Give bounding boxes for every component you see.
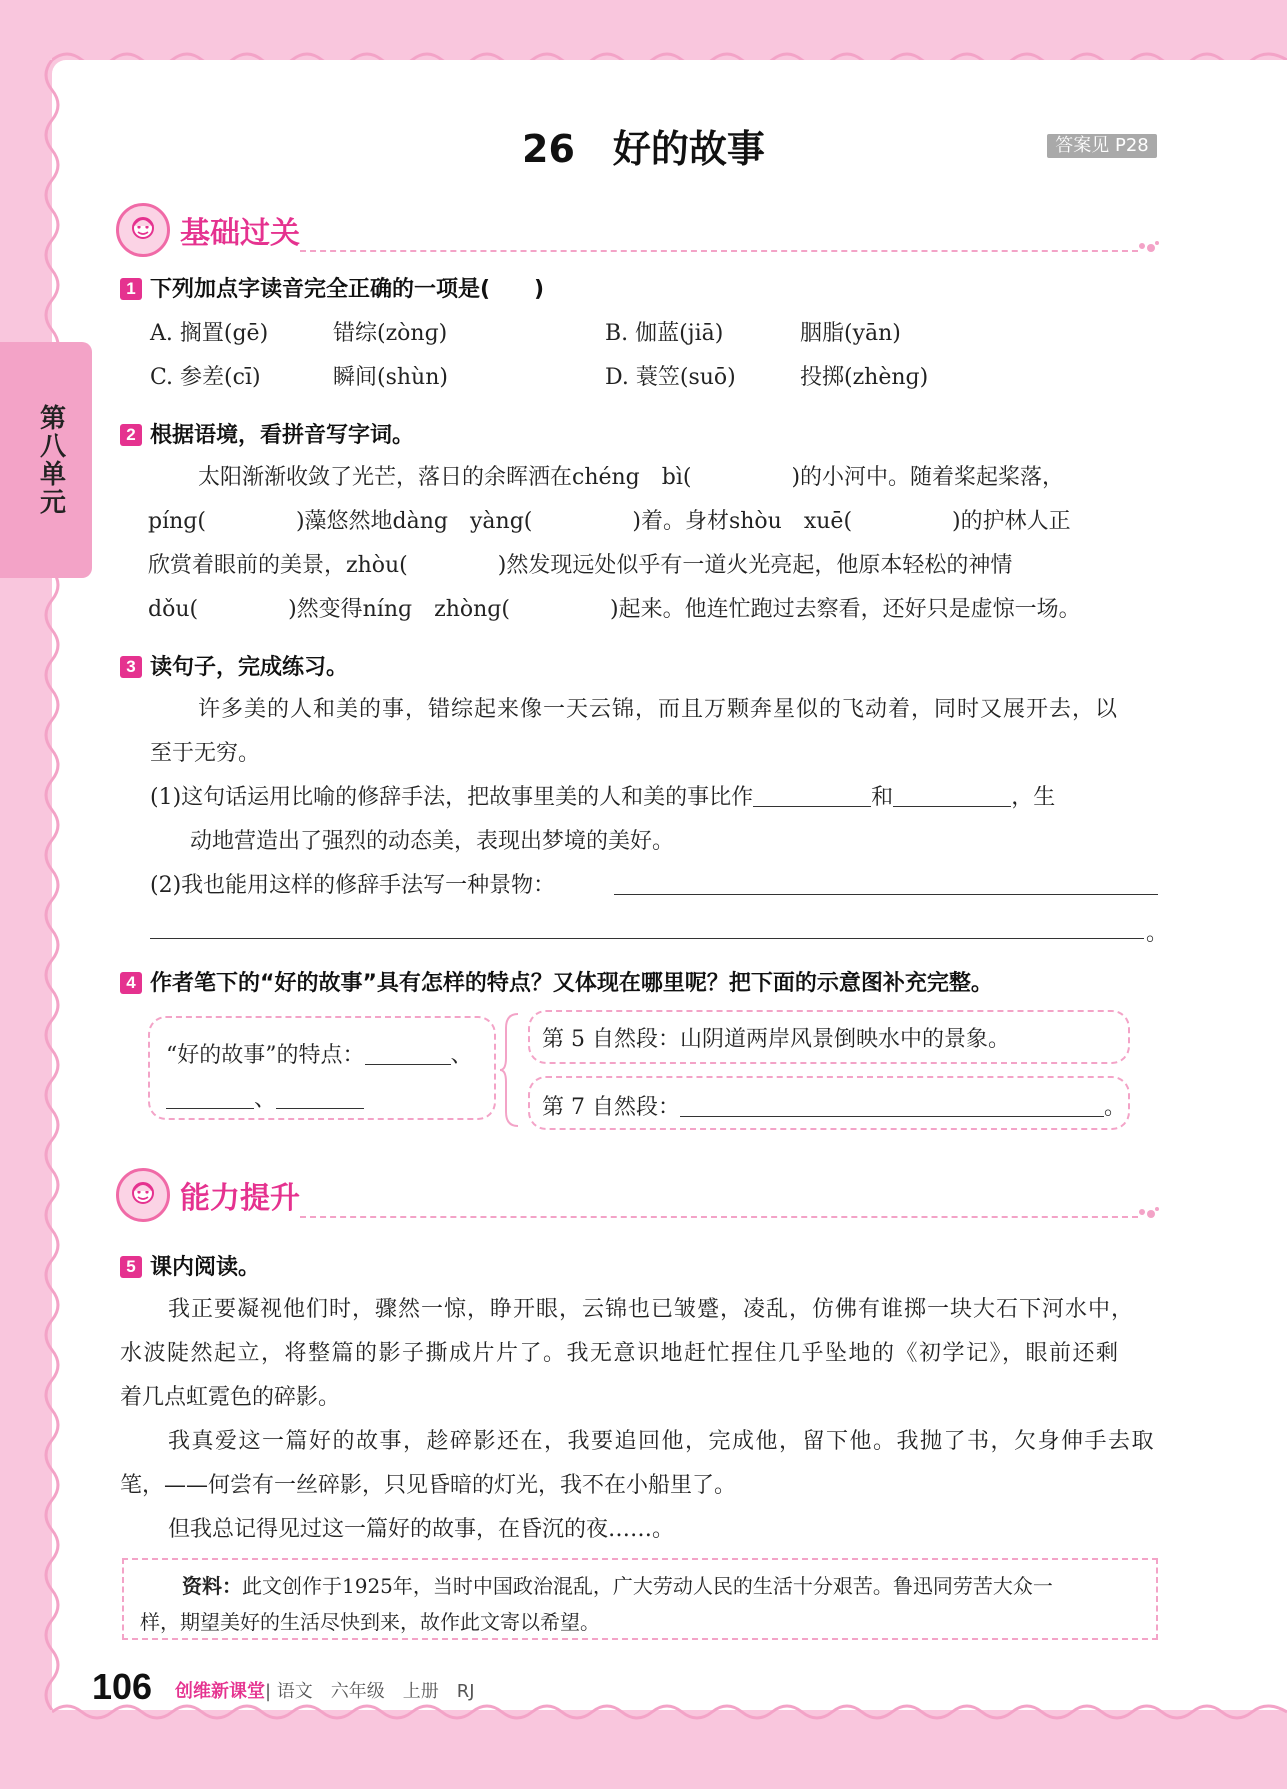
- question-5-prompt: 5 课内阅读。: [120, 1250, 260, 1281]
- info-line-2: 样，期望美好的生活尽快到来，故作此文寄以希望。: [140, 1610, 600, 1634]
- answer-blank[interactable]: [206, 509, 296, 531]
- reading-line-3: 着几点虹霓色的碎影。: [120, 1385, 341, 1410]
- answer-blank[interactable]: [691, 465, 791, 487]
- question-4-prompt: 4 作者笔下的“好的故事”具有怎样的特点？又体现在哪里呢？把下面的示意图补充完整。: [120, 966, 993, 997]
- wavy-border-left: [40, 60, 64, 1710]
- question-number: 4: [120, 972, 142, 994]
- section-divider: [300, 250, 1138, 252]
- unit-label: 第八单元: [35, 404, 66, 516]
- section-title-basic: 基础过关: [180, 216, 300, 251]
- decorative-dots-icon: [1138, 1204, 1160, 1222]
- question-number: 2: [120, 424, 142, 446]
- answer-blank[interactable]: [753, 784, 871, 807]
- question-number: 1: [120, 278, 142, 300]
- reading-line-6: 但我总记得见过这一篇好的故事，在昏沉的夜……。: [168, 1517, 675, 1542]
- section-divider: [300, 1216, 1138, 1218]
- option-d[interactable]: D. 蓑笠(suō): [605, 365, 736, 390]
- question-number: 5: [120, 1256, 142, 1278]
- reading-line-1: 我正要凝视他们时，骤然一惊，睁开眼，云锦也已皱蹙，凌乱，仿佛有谁掷一块大石下河水中，: [168, 1297, 1135, 1322]
- answer-blank[interactable]: [276, 1086, 364, 1109]
- q3-sentence-line-2: 至于无穷。: [150, 741, 261, 766]
- answer-blank[interactable]: [365, 1042, 451, 1065]
- section-heading-basic: [116, 203, 300, 257]
- wavy-border-bottom: [52, 1700, 1287, 1724]
- footer-text: [175, 1677, 475, 1703]
- section-title-advanced: 能力提升: [180, 1181, 300, 1216]
- option-c[interactable]: C. 参差(cī): [150, 365, 261, 390]
- girl-mascot-icon: [116, 1168, 170, 1222]
- reading-line-5: 笔，——何尝有一丝碎影，只见昏暗的灯光，我不在小船里了。: [120, 1473, 737, 1498]
- features-label-line2: 、: [166, 1082, 364, 1113]
- page-number: 106: [92, 1666, 153, 1707]
- answer-blank[interactable]: [852, 509, 952, 531]
- q3-sub2: (2)我也能用这样的修辞手法写一种景物：: [150, 873, 556, 898]
- girl-mascot-icon: [116, 203, 170, 257]
- info-line-1: 资料：此文创作于1925年，当时中国政治混乱，广大劳动人民的生活十分艰苦。鲁迅同劳苦大众一: [182, 1574, 1053, 1598]
- answer-blank[interactable]: [893, 784, 1011, 807]
- q2-line-1: 太阳渐渐收敛了光芒，落日的余晖洒在chéng bì( )的小河中。随着桨起桨落，: [198, 465, 1065, 490]
- answer-blank[interactable]: [198, 597, 288, 619]
- q2-line-2: pínɡ( )藻悠然地dàng yàng( )着。身材shòu xuē( )的护林人正: [148, 509, 1071, 534]
- option-b-word2: 胭脂(yān): [800, 321, 901, 346]
- answer-blank[interactable]: [408, 553, 498, 575]
- question-1-prompt: 1 下列加点字读音完全正确的一项是( ): [120, 272, 544, 303]
- q2-line-3: 欣赏着眼前的美景，zhòu( )然发现远处似乎有一道火光亮起，他原本轻松的神情: [148, 553, 1013, 578]
- unit-side-tab: [0, 342, 92, 578]
- page-title: 26 好的故事: [522, 127, 765, 171]
- answer-blank[interactable]: [532, 509, 632, 531]
- option-a[interactable]: A. 搁置(gē): [150, 321, 269, 346]
- reading-line-2: 水波陡然起立，将整篇的影子撕成片片了。我无意识地赶忙捏住几乎坠地的《初学记》，眼前还剩: [120, 1341, 1120, 1366]
- option-b[interactable]: B. 伽蓝(jiā): [605, 321, 724, 346]
- paragraph-5-text: 第 5 自然段：山阴道两岸风景倒映水中的景象。: [542, 1027, 1010, 1052]
- answer-line[interactable]: [150, 938, 1144, 939]
- question-2-prompt: 2 根据语境，看拼音写字词。: [120, 418, 414, 449]
- q3-end-mark: 。: [1146, 921, 1169, 946]
- answer-line[interactable]: [614, 894, 1158, 895]
- question-number: 3: [120, 656, 142, 678]
- q3-sub1: (1)这句话运用比喻的修辞手法，把故事里美的人和美的事比作 和 ，生: [150, 785, 1056, 810]
- question-3-prompt: 3 读句子，完成练习。: [120, 650, 348, 681]
- answer-blank[interactable]: [680, 1094, 1104, 1117]
- brand-name: 创维新课堂: [175, 1681, 265, 1702]
- answer-blank[interactable]: [510, 597, 610, 619]
- paragraph-7-text: 第 7 自然段： 。: [542, 1095, 1126, 1120]
- q2-line-4: dǒu( )然变得nínɡ zhònɡ( )起来。他连忙跑过去察看，还好只是虚惊一场。: [148, 597, 1081, 622]
- option-d-word2: 投掷(zhènɡ): [800, 365, 929, 390]
- option-a-word2: 错综(zònɡ): [333, 321, 448, 346]
- answer-reference-badge: 答案见 P28: [1047, 134, 1157, 158]
- brace-icon: [498, 1012, 522, 1128]
- section-heading-advanced: [116, 1168, 300, 1222]
- decorative-dots-icon: [1138, 238, 1160, 256]
- answer-blank[interactable]: [166, 1086, 254, 1109]
- option-c-word2: 瞬间(shùn): [333, 365, 448, 390]
- reading-line-4: 我真爱这一篇好的故事，趁碎影还在，我要追回他，完成他，留下他。我抛了书，欠身伸手去取: [168, 1429, 1156, 1454]
- q3-sentence-line-1: 许多美的人和美的事，错综起来像一天云锦，而且万颗奔星似的飞动着，同时又展开去，以: [198, 697, 1119, 722]
- features-label: “好的故事”的特点： 、: [166, 1043, 473, 1068]
- q3-sub1-cont: 动地营造出了强烈的动态美，表现出梦境的美好。: [190, 829, 675, 854]
- footer-meta: | 语文 六年级 上册 RJ: [265, 1681, 475, 1702]
